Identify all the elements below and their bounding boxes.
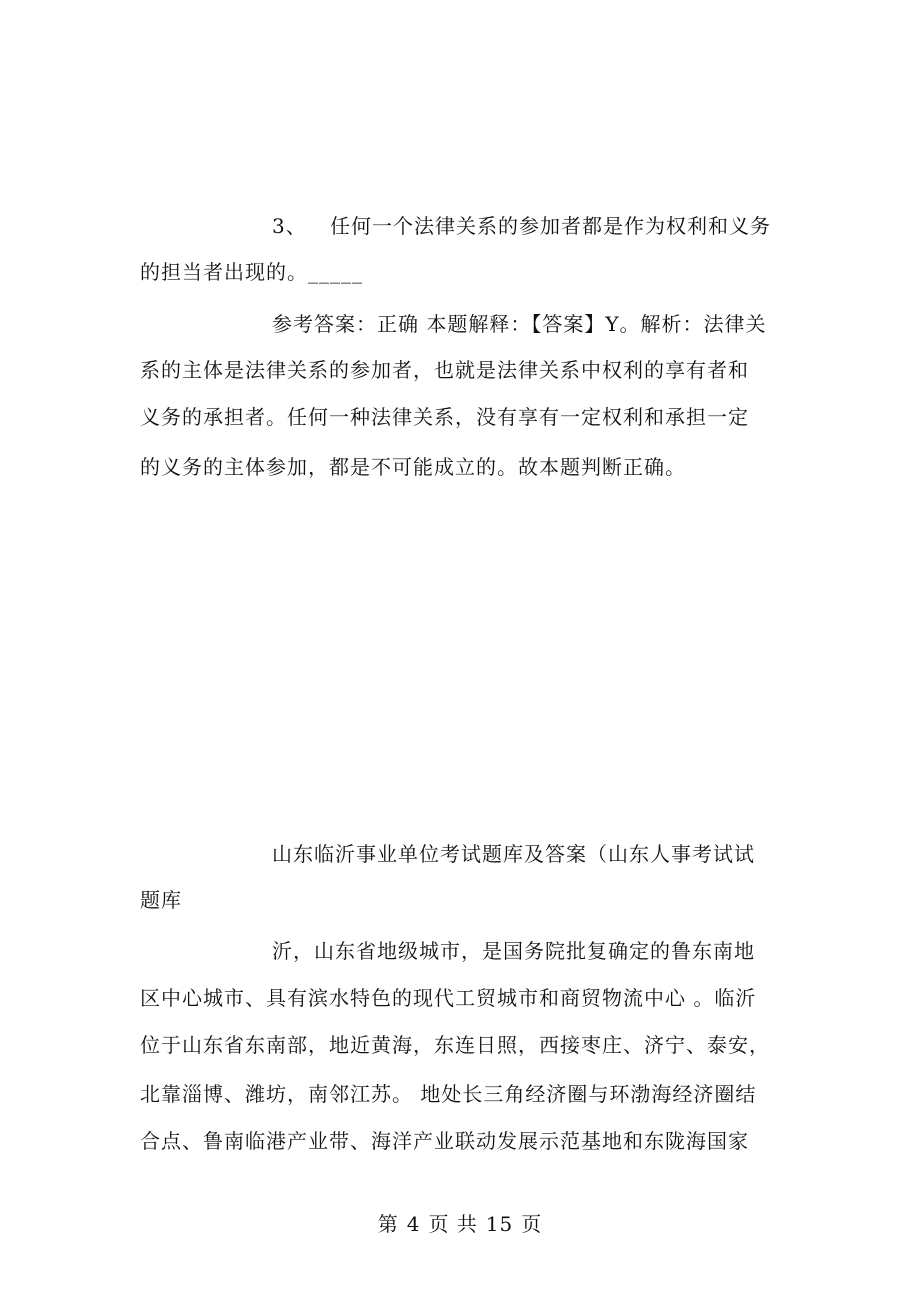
footer-total-pages: 15	[485, 1212, 514, 1236]
article-paragraph-line-2: 区中心城市、具有滨水特色的现代工贸城市和商贸物流中心 。临沂	[140, 986, 757, 1010]
answer-line-3: 义务的承担者。任何一种法律关系，没有享有一定权利和承担一定	[140, 405, 749, 429]
question-text-line-2: 的担当者出现的。_____	[140, 260, 363, 284]
footer-suffix: 页	[521, 1212, 543, 1236]
footer-page-number: 4	[406, 1212, 421, 1236]
footer-middle: 页 共	[428, 1212, 478, 1236]
article-paragraph-line-1: 沂，山东省地级城市，是国务院批复确定的鲁东南地	[272, 939, 755, 963]
article-paragraph-line-3: 位于山东省东南部，地近黄海，东连日照，西接枣庄、济宁、泰安，	[140, 1033, 770, 1057]
footer-prefix: 第	[377, 1212, 399, 1236]
answer-line-2: 系的主体是法律关系的参加者，也就是法律关系中权利的享有者和	[140, 358, 749, 382]
article-title-line-1: 山东临沂事业单位考试题库及答案（山东人事考试试	[272, 842, 755, 866]
answer-line-1: 参考答案：正确 本题解释：【答案】Y。解析：法律关	[272, 312, 767, 336]
answer-line-4: 的义务的主体参加，都是不可能成立的。故本题判断正确。	[140, 455, 686, 479]
page-footer	[0, 1210, 920, 1238]
article-paragraph-line-5: 合点、鲁南临港产业带、海洋产业联动发展示范基地和东陇海国家	[140, 1129, 749, 1153]
question-text-line-1: 任何一个法律关系的参加者都是作为权利和义务	[330, 214, 771, 238]
question-number: 3、	[272, 214, 307, 238]
article-paragraph-line-4: 北靠淄博、潍坊，南邻江苏。 地处长三角经济圈与环渤海经济圈结	[140, 1082, 757, 1106]
article-title-line-2: 题库	[140, 888, 182, 912]
